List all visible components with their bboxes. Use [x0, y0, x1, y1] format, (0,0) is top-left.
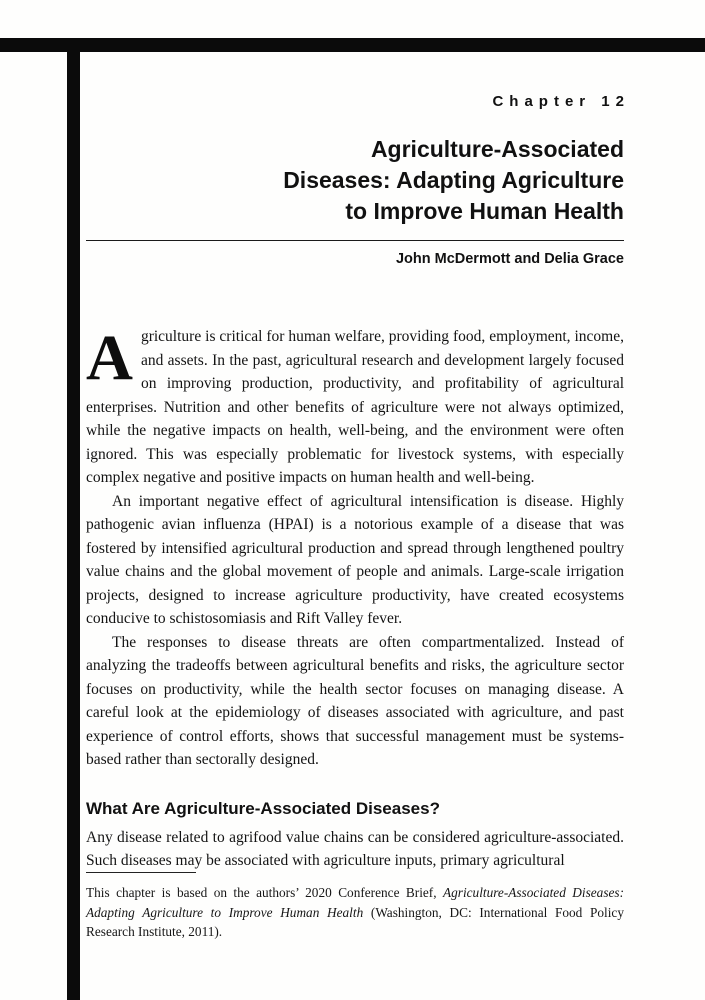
paragraph-4: Any disease related to agrifood value chains can be considered agriculture-associated. Such diseases may be associated with agriculture inputs, primary agricultural: [86, 828, 624, 869]
title-rule: [86, 240, 624, 241]
chapter-title: [86, 134, 624, 227]
paragraph-2: An important negative effect of agricultural intensification is disease. Highly pathogenic avian influenza (HPAI) is a notorious example of a disease that was fostered by intensified agricultural production and spread through lengthened poultry value chains and the global movement of people and animals. Large-scale irrigation projects, designed to increase agriculture productivity, have created ecosystems conducive to schistosomiasis and Rift Valley fever.: [86, 492, 624, 627]
paragraph-1: [86, 322, 624, 490]
chapter-label: Chapter 12: [492, 93, 630, 110]
scan-bar-top: [0, 38, 705, 52]
title-line-3: to Improve Human Health: [345, 198, 624, 224]
footnote: [86, 872, 624, 942]
authors: John McDermott and Delia Grace: [395, 251, 624, 267]
paragraph-1-text: griculture is critical for human welfare, providing food, employment, income, and assets. In the past, agricultural research and development largely focused on improving production, productivity, and profitability of agricultural enterprises. Nutrition and other benefits of agriculture were not always optimized, while the negative impacts on health, well-being, and the environment were often ignored. This was especially problematic for livestock systems, with especially complex negative and positive impacts on human health and well-being.: [86, 328, 624, 486]
page-content: [86, 93, 630, 873]
section-heading: What Are Agriculture-Associated Diseases?: [86, 798, 440, 818]
footnote-part-1: This chapter is based on the authors’ 2020 Conference Brief,: [86, 885, 444, 900]
title-line-1: Agriculture-Associated: [370, 136, 624, 162]
footnote-part-2: Agriculture-Associated Diseases: Adapting Agriculture to Improve Human Health: [86, 885, 625, 920]
scan-bar-left: [67, 38, 80, 1000]
footnote-part-3: (Washington, DC: International Food Policy Research Institute, 2011).: [86, 904, 624, 939]
paragraph-3: The responses to disease threats are often compartmentalized. Instead of analyzing the tradeoffs between agricultural benefits and risks, the agriculture sector focuses on productivity, while the health sector focuses on managing disease. A careful look at the epidemiology of diseases associated with agriculture, and past experience of control efforts, shows that successful management must be systems-based rather than sectorally designed.: [86, 633, 624, 768]
footnote-rule: [86, 872, 196, 873]
dropcap-letter: A: [86, 322, 133, 394]
footnote-text: [86, 883, 624, 942]
title-line-2: Diseases: Adapting Agriculture: [283, 167, 624, 193]
